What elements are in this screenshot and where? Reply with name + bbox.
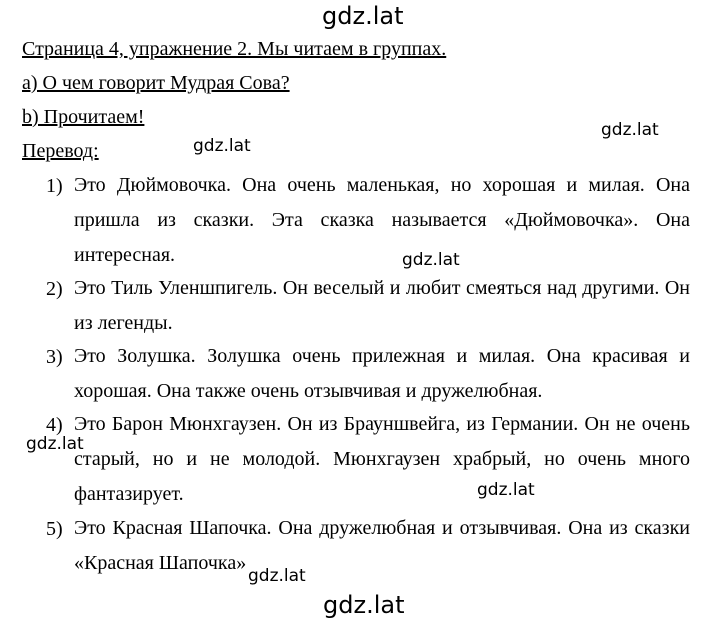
list-item-number: 2) — [46, 278, 63, 300]
list-item-number: 3) — [46, 346, 63, 368]
list-item-number: 5) — [46, 518, 63, 540]
watermark-top: gdz.lat — [322, 2, 404, 30]
heading-b: b) Прочитаем! — [22, 106, 145, 128]
heading-a: a) О чем говорит Мудрая Сова? — [22, 72, 290, 94]
heading-translation: Перевод: — [22, 140, 99, 162]
list-item-text: Это Барон Мюнхгаузен. Он из Брауншвейга, из Германии. Он не очень старый, но и не молодой. Мюнхгаузен храбрый, но очень много фантазирует. — [74, 413, 690, 505]
list-item-number: 1) — [46, 175, 63, 197]
list-item-text: Это Тиль Уленшпигель. Он веселый и любит смеяться над другими. Он из легенды. — [74, 277, 690, 334]
watermark-bottom-small: gdz.lat — [248, 566, 306, 586]
watermark-right: gdz.lat — [601, 120, 659, 140]
watermark-bottom: gdz.lat — [323, 591, 405, 619]
watermark-lower: gdz.lat — [477, 480, 535, 500]
watermark-translation: gdz.lat — [193, 136, 251, 156]
list-item-text: Это Золушка. Золушка очень прилежная и милая. Она красивая и хорошая. Она также очень отзывчивая и дружелюбная. — [74, 345, 690, 402]
watermark-mid: gdz.lat — [402, 250, 460, 270]
watermark-left: gdz.lat — [26, 434, 84, 454]
page-title: Страница 4, упражнение 2. Мы читаем в группах. — [22, 38, 447, 60]
list-item-text: Это Дюймовочка. Она очень маленькая, но хорошая и милая. Она пришла из сказки. Эта сказка называется «Дюймовочка». Она интересная. — [74, 174, 690, 266]
list-item-text: Это Красная Шапочка. Она дружелюбная и отзывчивая. Она из сказки «Красная Шапочка» — [74, 517, 690, 574]
list-item-number: 4) — [46, 414, 63, 436]
